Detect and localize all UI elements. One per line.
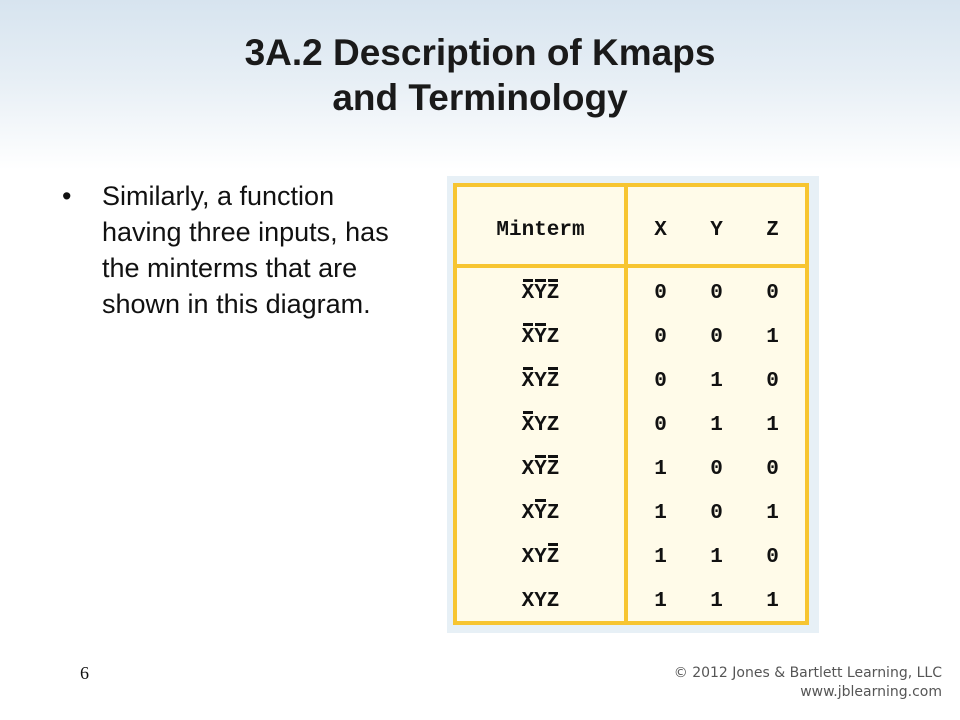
complemented-literal: Z (547, 360, 560, 404)
minterm-cell (457, 404, 624, 448)
complemented-literal: Y (534, 272, 547, 316)
variable-values (628, 272, 805, 316)
minterm-cell (457, 536, 624, 580)
value-cell: 1 (654, 546, 667, 569)
complemented-literal: Z (547, 272, 560, 316)
variable-values (628, 536, 805, 580)
table-row (457, 536, 805, 580)
literal: Y (534, 414, 547, 437)
copyright-notice (674, 664, 942, 702)
header-x: X (654, 219, 667, 242)
value-cell: 1 (710, 370, 723, 393)
literal: Y (534, 590, 547, 613)
value-cell: 1 (654, 590, 667, 613)
complemented-literal: Z (547, 536, 560, 580)
value-cell: 1 (710, 414, 723, 437)
minterm-cell (457, 448, 624, 492)
complemented-literal: X (522, 272, 535, 316)
bullet-text: Similarly, a function having three inputs, has the minterms that are shown in this diagram. (102, 181, 389, 319)
value-cell: 1 (766, 326, 779, 349)
value-cell: 0 (710, 326, 723, 349)
minterm-cell (457, 492, 624, 536)
literal: X (521, 546, 535, 569)
literal: Z (546, 502, 560, 525)
table-row (457, 580, 805, 624)
complemented-literal: Z (547, 448, 560, 492)
value-cell: 1 (766, 590, 779, 613)
complemented-literal: X (522, 360, 535, 404)
literal: Y (534, 370, 547, 393)
variable-values (628, 448, 805, 492)
literal: Z (546, 326, 560, 349)
value-cell: 0 (654, 370, 667, 393)
literal: Z (546, 414, 560, 437)
complemented-literal: Y (534, 448, 547, 492)
slide-title-line-2: and Terminology (332, 77, 628, 118)
minterm-cell (457, 580, 624, 624)
complemented-literal: X (522, 404, 535, 448)
value-cell: 1 (710, 590, 723, 613)
minterm-cell (457, 360, 624, 404)
value-cell: 0 (710, 502, 723, 525)
literal: X (521, 458, 535, 481)
value-cell: 0 (654, 414, 667, 437)
bullet-dot-icon: • (62, 181, 72, 211)
minterm-cell (457, 316, 624, 360)
value-cell: 0 (710, 282, 723, 305)
literal: X (521, 502, 535, 525)
page-number: 6 (80, 663, 89, 683)
header-z: Z (766, 219, 779, 242)
value-cell: 0 (766, 282, 779, 305)
header-y: Y (710, 219, 723, 242)
value-cell: 0 (654, 326, 667, 349)
variable-values (628, 316, 805, 360)
value-cell: 1 (654, 502, 667, 525)
variable-values (628, 360, 805, 404)
table-row (457, 404, 805, 448)
minterm-table-figure (447, 176, 819, 633)
value-cell: 0 (766, 370, 779, 393)
value-cell: 0 (654, 282, 667, 305)
bullet-item (62, 178, 407, 322)
minterm-table (453, 183, 809, 625)
value-cell: 1 (710, 546, 723, 569)
header-variables (628, 187, 805, 264)
table-row (457, 448, 805, 492)
value-cell: 0 (766, 546, 779, 569)
table-row (457, 492, 805, 536)
literal: Z (546, 590, 560, 613)
variable-values (628, 492, 805, 536)
table-row (457, 360, 805, 404)
copyright-line-2: www.jblearning.com (800, 684, 942, 700)
complemented-literal: Y (534, 316, 547, 360)
literal: Y (534, 546, 547, 569)
copyright-line-1: © 2012 Jones & Bartlett Learning, LLC (673, 665, 942, 681)
slide-title (0, 30, 960, 120)
slide-title-line-1: 3A.2 Description of Kmaps (244, 32, 716, 73)
header-minterm: Minterm (496, 219, 585, 242)
value-cell: 1 (654, 458, 667, 481)
complemented-literal: Y (534, 492, 547, 536)
value-cell: 0 (710, 458, 723, 481)
value-cell: 0 (766, 458, 779, 481)
value-cell: 1 (766, 414, 779, 437)
variable-values (628, 580, 805, 624)
variable-values (628, 404, 805, 448)
table-row (457, 316, 805, 360)
value-cell: 1 (766, 502, 779, 525)
minterm-cell (457, 272, 624, 316)
table-row (457, 272, 805, 316)
complemented-literal: X (522, 316, 535, 360)
literal: X (521, 590, 535, 613)
